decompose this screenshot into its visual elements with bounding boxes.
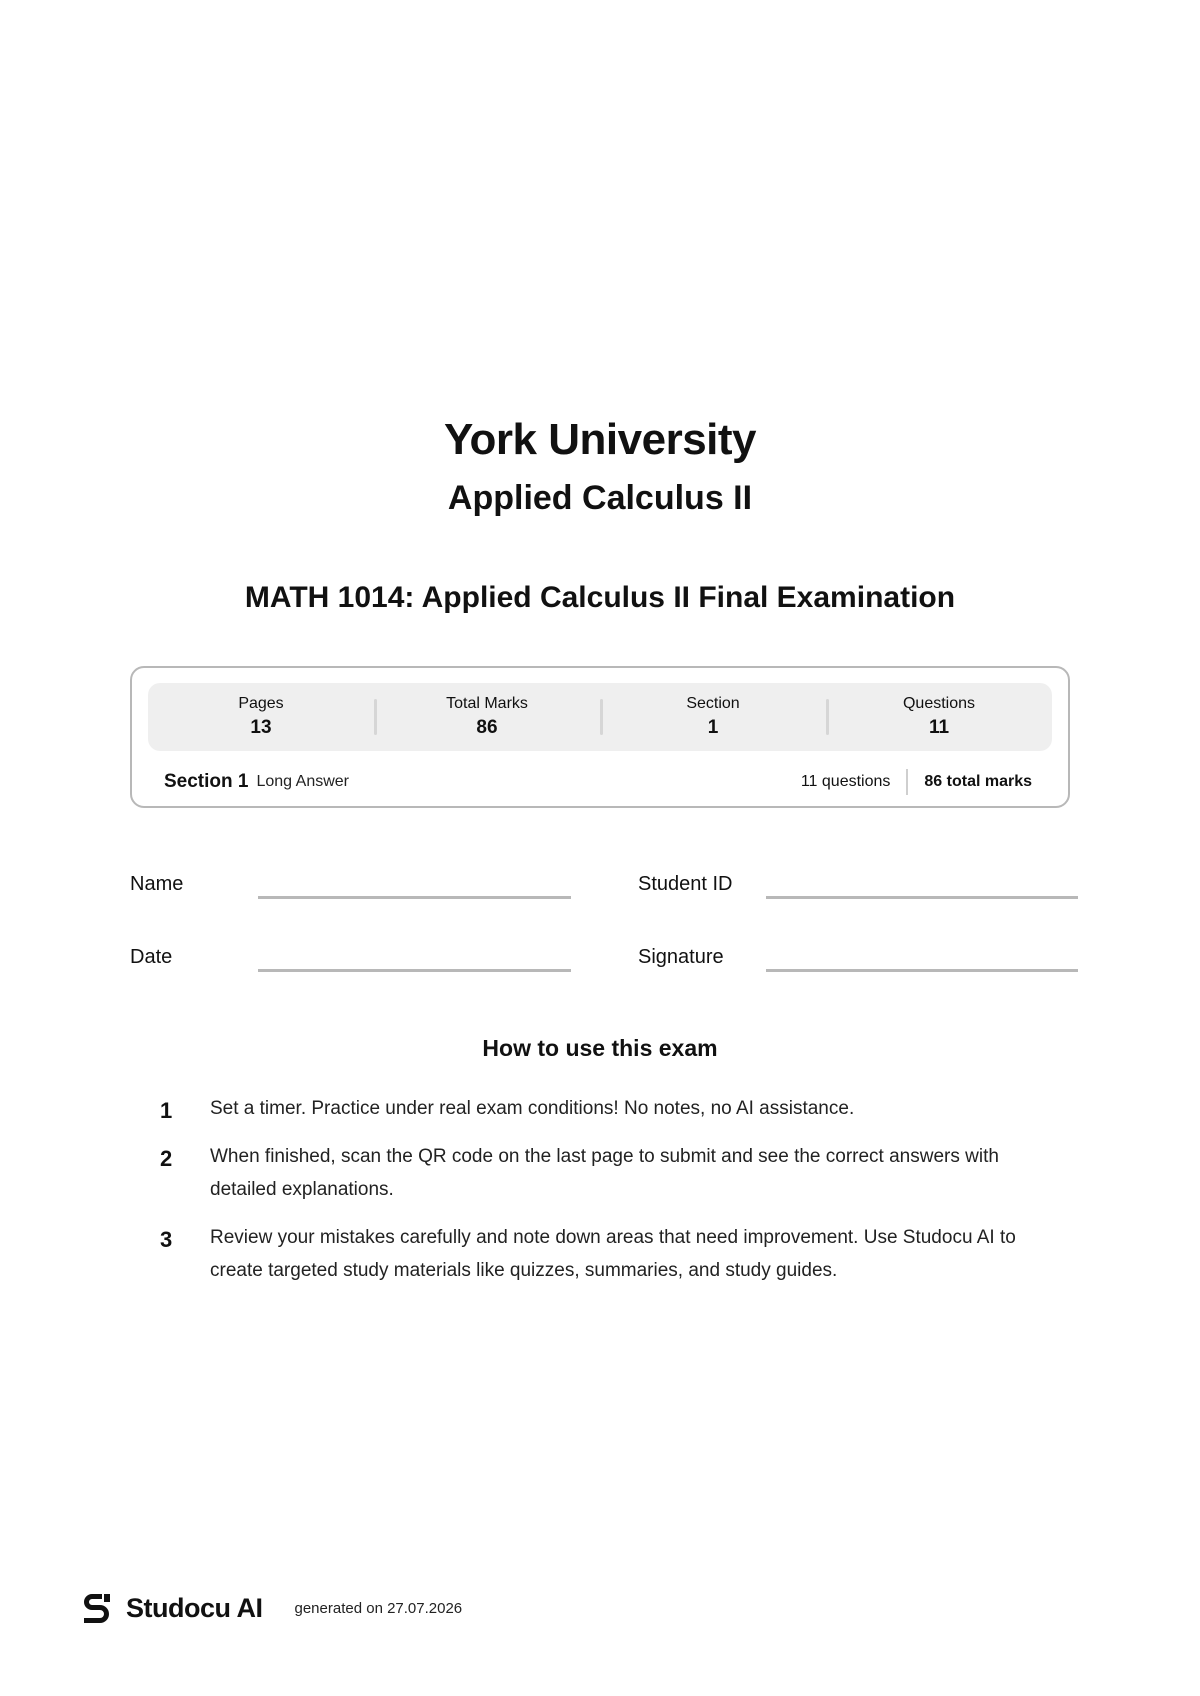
step-number: 2 [160, 1146, 173, 1171]
stat-total-marks [374, 693, 600, 741]
stat-label: Total Marks [446, 695, 528, 712]
generated-date: generated on 27.07.2026 [294, 1599, 463, 1617]
exam-title: MATH 1014: Applied Calculus II Final Examination [244, 581, 956, 614]
date-label: Date [130, 946, 173, 968]
stat-section [600, 693, 826, 741]
date-input-line[interactable] [258, 969, 571, 972]
signature-label: Signature [638, 946, 724, 968]
signature-input-line[interactable] [766, 969, 1078, 972]
stat-value: 13 [250, 717, 272, 738]
step-number: 3 [160, 1227, 173, 1252]
section-divider [906, 769, 908, 795]
date-field [130, 943, 575, 983]
stat-questions [826, 693, 1052, 741]
step-number: 1 [160, 1098, 173, 1123]
footer [78, 1588, 462, 1628]
title-block [0, 412, 1200, 520]
howto-steps [160, 1092, 1060, 1302]
step-text: When finished, scan the QR code on the last page to submit and see the correct answers with detailed explanations. [210, 1146, 999, 1200]
section-row [164, 768, 1032, 796]
course-title: Applied Calculus II [447, 479, 753, 517]
section-total-marks: 86 total marks [924, 773, 1032, 790]
stat-pages [148, 693, 374, 741]
student-id-field [638, 870, 1078, 910]
student-id-input-line[interactable] [766, 896, 1078, 899]
list-item [160, 1221, 1060, 1287]
signature-field [638, 943, 1078, 983]
section-question-count: 11 questions [800, 773, 891, 790]
brand-name: Studocu AI [126, 1592, 263, 1623]
step-text: Set a timer. Practice under real exam conditions! No notes, no AI assistance. [210, 1098, 855, 1119]
step-text: Review your mistakes carefully and note down areas that need improvement. Use Studocu AI to create targeted study materials like quizzes, summaries, and study guides. [210, 1227, 1016, 1281]
name-input-line[interactable] [258, 896, 571, 899]
section-type: Long Answer [256, 773, 349, 790]
stat-label: Pages [238, 695, 284, 712]
list-item [160, 1092, 1060, 1125]
stat-label: Questions [902, 695, 976, 712]
list-item [160, 1140, 1060, 1206]
name-field [130, 870, 575, 910]
howto-title: How to use this exam [482, 1035, 718, 1061]
studocu-logo-icon [78, 1590, 114, 1626]
section-meta [801, 769, 1032, 795]
stat-label: Section [686, 695, 740, 712]
stat-value: 1 [707, 717, 719, 738]
stat-value: 11 [928, 717, 950, 738]
exam-summary-card [130, 666, 1070, 808]
university-title: York University [443, 415, 757, 464]
student-id-label: Student ID [638, 873, 733, 895]
name-label: Name [130, 873, 184, 895]
stats-bar [148, 683, 1052, 751]
stat-value: 86 [476, 717, 498, 738]
section-name: Section 1 [164, 771, 249, 792]
